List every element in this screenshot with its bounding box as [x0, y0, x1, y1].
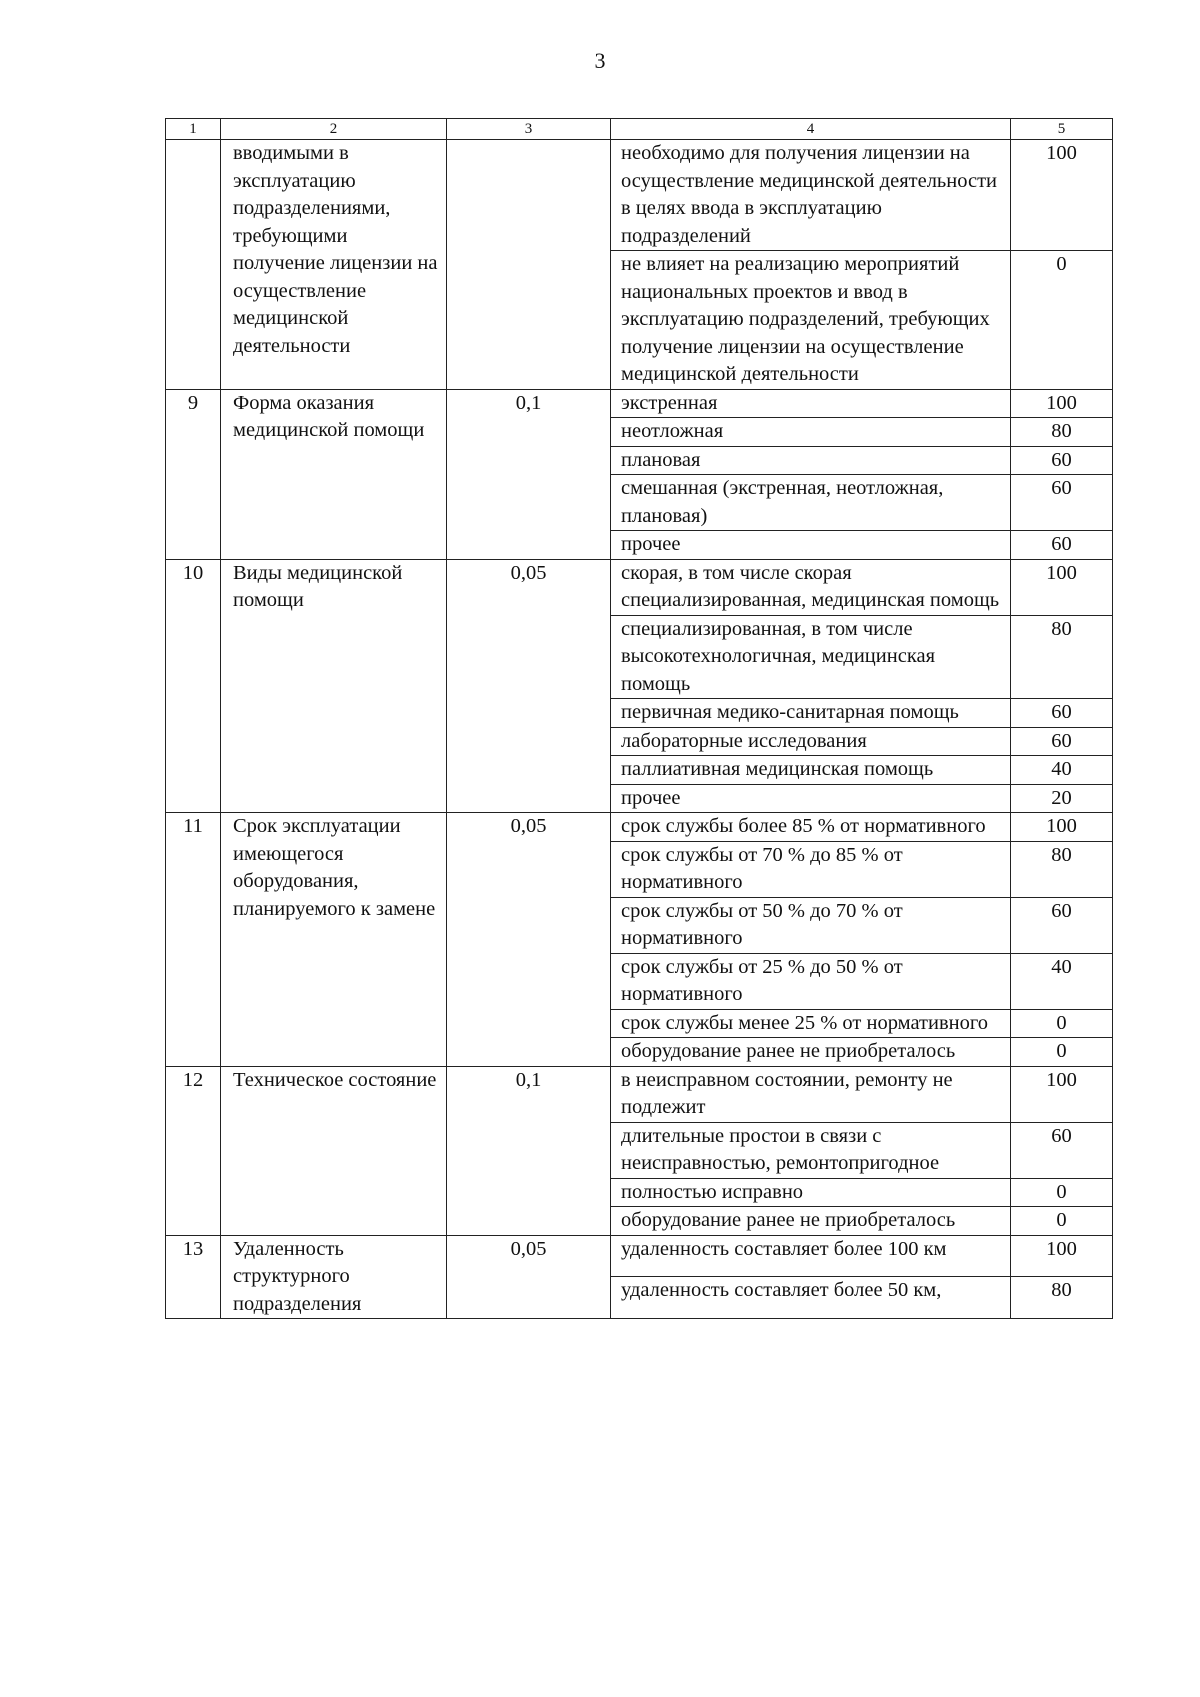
table-row [166, 813, 1113, 842]
option-text: удаленность составляет более 50 км, [611, 1277, 1011, 1319]
criterion-number: 9 [166, 389, 221, 559]
criterion-weight [447, 140, 611, 390]
table-row [166, 559, 1113, 615]
option-text: скорая, в том числе скорая специализированная, медицинская помощь [611, 559, 1011, 615]
column-number: 1 [166, 119, 221, 140]
option-score: 80 [1011, 418, 1113, 447]
option-text: длительные простои в связи с неисправностью, ремонтопригодное [611, 1122, 1011, 1178]
criterion-weight: 0,1 [447, 1066, 611, 1235]
criterion-weight: 0,05 [447, 813, 611, 1067]
criterion-number: 11 [166, 813, 221, 1067]
option-text: в неисправном состоянии, ремонту не подлежит [611, 1066, 1011, 1122]
option-text: срок службы от 50 % до 70 % от нормативного [611, 897, 1011, 953]
option-score: 100 [1011, 140, 1113, 251]
criterion-name: вводимыми в эксплуатацию подразделениями, требующими получение лицензии на осуществление медицинской деятельности [221, 140, 447, 390]
criterion-number: 13 [166, 1235, 221, 1319]
option-text: прочее [611, 784, 1011, 813]
option-text: срок службы от 25 % до 50 % от нормативного [611, 953, 1011, 1009]
option-score: 80 [1011, 615, 1113, 699]
option-text: экстренная [611, 389, 1011, 418]
option-score: 0 [1011, 251, 1113, 390]
table-row [166, 1235, 1113, 1277]
option-score: 80 [1011, 1277, 1113, 1319]
option-score: 80 [1011, 841, 1113, 897]
criteria-table [165, 118, 1113, 1319]
criterion-weight: 0,1 [447, 389, 611, 559]
option-score: 60 [1011, 446, 1113, 475]
column-number-row [166, 119, 1113, 140]
column-number: 3 [447, 119, 611, 140]
option-score: 0 [1011, 1207, 1113, 1236]
option-text: неотложная [611, 418, 1011, 447]
table-row [166, 1066, 1113, 1122]
option-text: оборудование ранее не приобреталось [611, 1207, 1011, 1236]
option-text: плановая [611, 446, 1011, 475]
option-text: паллиативная медицинская помощь [611, 756, 1011, 785]
option-score: 100 [1011, 559, 1113, 615]
option-score: 60 [1011, 1122, 1113, 1178]
table-row [166, 389, 1113, 418]
option-text: срок службы более 85 % от нормативного [611, 813, 1011, 842]
table-row [166, 140, 1113, 251]
column-number: 2 [221, 119, 447, 140]
option-score: 100 [1011, 1066, 1113, 1122]
option-score: 40 [1011, 953, 1113, 1009]
option-score: 60 [1011, 475, 1113, 531]
option-score: 60 [1011, 531, 1113, 560]
option-text: прочее [611, 531, 1011, 560]
criterion-name: Удаленность структурного подразделения [221, 1235, 447, 1319]
option-text: смешанная (экстренная, неотложная, плановая) [611, 475, 1011, 531]
criterion-name: Виды медицинской помощи [221, 559, 447, 813]
criterion-name: Форма оказания медицинской помощи [221, 389, 447, 559]
option-text: полностью исправно [611, 1178, 1011, 1207]
criterion-number [166, 140, 221, 390]
column-number: 4 [611, 119, 1011, 140]
table-body [166, 119, 1113, 1319]
option-score: 60 [1011, 727, 1113, 756]
criterion-weight: 0,05 [447, 1235, 611, 1319]
option-text: оборудование ранее не приобреталось [611, 1038, 1011, 1067]
option-text: лабораторные исследования [611, 727, 1011, 756]
column-number: 5 [1011, 119, 1113, 140]
option-score: 0 [1011, 1178, 1113, 1207]
option-text: первичная медико-санитарная помощь [611, 699, 1011, 728]
criterion-number: 12 [166, 1066, 221, 1235]
option-score: 60 [1011, 897, 1113, 953]
criterion-name: Срок эксплуатации имеющегося оборудования, планируемого к замене [221, 813, 447, 1067]
criterion-number: 10 [166, 559, 221, 813]
option-text: срок службы менее 25 % от нормативного [611, 1009, 1011, 1038]
page-number: 3 [594, 48, 606, 73]
option-text: не влияет на реализацию мероприятий национальных проектов и ввод в эксплуатацию подразделений, требующих получение лицензии на осуществление медицинской деятельности [611, 251, 1011, 390]
option-score: 100 [1011, 813, 1113, 842]
option-score: 0 [1011, 1009, 1113, 1038]
option-score: 20 [1011, 784, 1113, 813]
option-text: необходимо для получения лицензии на осуществление медицинской деятельности в целях ввода в эксплуатацию подразделений [611, 140, 1011, 251]
option-score: 60 [1011, 699, 1113, 728]
criterion-name: Техническое состояние [221, 1066, 447, 1235]
option-text: специализированная, в том числе высокотехнологичная, медицинская помощь [611, 615, 1011, 699]
option-score: 0 [1011, 1038, 1113, 1067]
option-text: срок службы от 70 % до 85 % от нормативного [611, 841, 1011, 897]
option-score: 40 [1011, 756, 1113, 785]
option-text: удаленность составляет более 100 км [611, 1235, 1011, 1277]
criterion-weight: 0,05 [447, 559, 611, 813]
option-score: 100 [1011, 389, 1113, 418]
option-score: 100 [1011, 1235, 1113, 1277]
